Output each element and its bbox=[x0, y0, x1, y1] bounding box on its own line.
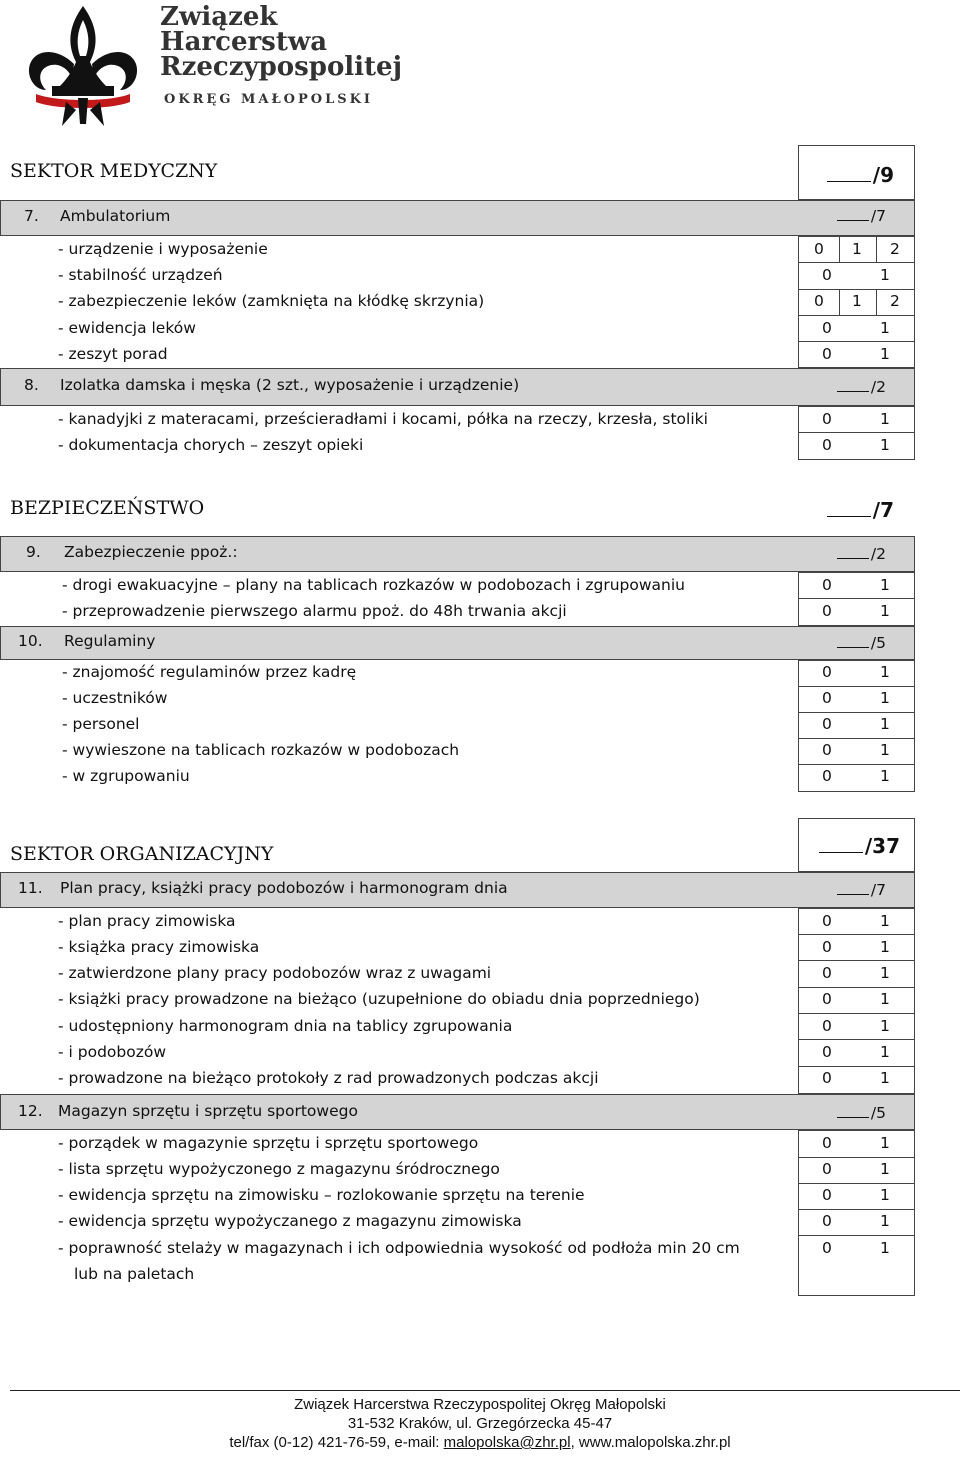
group-title-9: Zabezpieczenie ppoż.: bbox=[64, 543, 238, 561]
score-option[interactable]: 1 bbox=[880, 319, 890, 337]
list-item: - lista sprzętu wypożyczonego z magazynu śródrocznego bbox=[58, 1160, 500, 1178]
score-option[interactable]: 0 bbox=[822, 266, 832, 284]
score-option[interactable]: 0 bbox=[822, 1186, 832, 1204]
section-total-organizational: /37 bbox=[798, 834, 900, 858]
score-option[interactable]: 0 bbox=[822, 715, 832, 733]
score-option[interactable]: 1 bbox=[880, 1186, 890, 1204]
score-option[interactable]: 0 bbox=[814, 292, 824, 310]
section-total-safety: /7 bbox=[798, 498, 894, 522]
email-link[interactable]: malopolska@zhr.pl bbox=[443, 1434, 571, 1451]
score-option[interactable]: 1 bbox=[880, 715, 890, 733]
list-item: - kanadyjki z materacami, prześcieradłami i kocami, półka na rzeczy, krzesła, stoliki bbox=[58, 410, 708, 428]
section-title-safety: BEZPIECZEŃSTWO bbox=[10, 497, 205, 519]
list-item: - uczestników bbox=[62, 689, 168, 707]
score-option[interactable]: 1 bbox=[880, 912, 890, 930]
footer-line-2: 31-532 Kraków, ul. Grzegórzecka 45-47 bbox=[347, 1415, 613, 1432]
score-option[interactable]: 1 bbox=[880, 576, 890, 594]
list-item: - wywieszone na tablicach rozkazów w podobozach bbox=[62, 741, 460, 759]
list-item: - książki pracy prowadzone na bieżąco (uzupełnione do obiadu dnia poprzedniego) bbox=[58, 990, 700, 1008]
list-item: - ewidencja leków bbox=[58, 319, 196, 337]
list-item: lub na paletach bbox=[74, 1265, 195, 1283]
score-option[interactable]: 1 bbox=[880, 602, 890, 620]
score-option[interactable]: 1 bbox=[880, 689, 890, 707]
score-option[interactable]: 1 bbox=[880, 1069, 890, 1087]
list-item: - prowadzone na bieżąco protokoły z rad prowadzonych podczas akcji bbox=[58, 1069, 599, 1087]
score-option[interactable]: 0 bbox=[822, 576, 832, 594]
score-option[interactable]: 1 bbox=[880, 1212, 890, 1230]
group-total-7: /7 bbox=[798, 207, 886, 225]
score-option[interactable]: 1 bbox=[880, 663, 890, 681]
score-box-10 bbox=[798, 660, 915, 792]
score-option[interactable]: 1 bbox=[880, 1043, 890, 1061]
score-option[interactable]: 0 bbox=[822, 1069, 832, 1087]
list-item: - drogi ewakuacyjne – plany na tablicach rozkazów w podobozach i zgrupowaniu bbox=[62, 576, 685, 594]
list-item: - porządek w magazynie sprzętu i sprzętu sportowego bbox=[58, 1134, 479, 1152]
score-option[interactable]: 1 bbox=[852, 292, 862, 310]
district-name: OKRĘG MAŁOPOLSKI bbox=[164, 92, 374, 107]
score-option[interactable]: 0 bbox=[822, 602, 832, 620]
group-num-7: 7. bbox=[24, 207, 39, 225]
fleur-de-lis-icon bbox=[22, 2, 144, 128]
org-name-line2: Harcerstwa bbox=[160, 27, 328, 57]
score-option[interactable]: 1 bbox=[880, 938, 890, 956]
list-item: - w zgrupowaniu bbox=[62, 767, 190, 785]
group-num-12: 12. bbox=[18, 1102, 43, 1120]
score-option[interactable]: 1 bbox=[880, 741, 890, 759]
footer-divider bbox=[10, 1390, 960, 1391]
section-title-organizational: SEKTOR ORGANIZACYJNY bbox=[10, 843, 274, 865]
score-option[interactable]: 1 bbox=[880, 1017, 890, 1035]
score-option[interactable]: 0 bbox=[822, 1212, 832, 1230]
score-option[interactable]: 0 bbox=[822, 345, 832, 363]
list-item: - przeprowadzenie pierwszego alarmu ppoż. do 48h trwania akcji bbox=[62, 602, 567, 620]
score-box-9 bbox=[798, 572, 915, 626]
list-item: - ewidencja sprzętu na zimowisku – rozlokowanie sprzętu na terenie bbox=[58, 1186, 585, 1204]
list-item: - poprawność stelaży w magazynach i ich odpowiednia wysokość od podłoża min 20 cm bbox=[58, 1239, 740, 1257]
score-option[interactable]: 0 bbox=[822, 663, 832, 681]
list-item: - plan pracy zimowiska bbox=[58, 912, 236, 930]
score-option[interactable]: 0 bbox=[822, 1017, 832, 1035]
score-option[interactable]: 0 bbox=[822, 1134, 832, 1152]
group-title-10: Regulaminy bbox=[64, 632, 156, 650]
website-link[interactable]: www.malopolska.zhr.pl bbox=[578, 1434, 731, 1451]
list-item: - znajomość regulaminów przez kadrę bbox=[62, 663, 357, 681]
group-total-8: /2 bbox=[798, 378, 886, 396]
score-option[interactable]: 1 bbox=[880, 266, 890, 284]
score-box-8 bbox=[798, 406, 915, 460]
score-option[interactable]: 1 bbox=[880, 436, 890, 454]
list-item: - stabilność urządzeń bbox=[58, 266, 223, 284]
score-option[interactable]: 0 bbox=[822, 319, 832, 337]
footer-separator: , bbox=[570, 1434, 579, 1451]
org-name-line1: Związek bbox=[160, 2, 278, 32]
score-option[interactable]: 0 bbox=[822, 741, 832, 759]
group-num-10: 10. bbox=[18, 632, 43, 650]
logo bbox=[22, 2, 144, 128]
group-total-12: /5 bbox=[798, 1104, 886, 1122]
list-item: - udostępniony harmonogram dnia na tablicy zgrupowania bbox=[58, 1017, 513, 1035]
footer-contact: tel/fax (0-12) 421-76-59, e-mail: bbox=[229, 1434, 444, 1451]
list-item: - urządzenie i wyposażenie bbox=[58, 240, 268, 258]
group-title-8: Izolatka damska i męska (2 szt., wyposażenie i urządzenie) bbox=[60, 376, 520, 394]
list-item: - zabezpieczenie leków (zamknięta na kłódkę skrzynia) bbox=[58, 292, 485, 310]
score-option[interactable]: 0 bbox=[822, 912, 832, 930]
section-total-medical: /9 bbox=[798, 163, 894, 187]
score-option[interactable]: 1 bbox=[880, 410, 890, 428]
score-option[interactable]: 0 bbox=[822, 436, 832, 454]
score-option[interactable]: 0 bbox=[814, 240, 824, 258]
score-option[interactable]: 1 bbox=[880, 1160, 890, 1178]
group-num-9: 9. bbox=[26, 543, 41, 561]
score-option[interactable]: 0 bbox=[822, 1160, 832, 1178]
score-option[interactable]: 0 bbox=[822, 689, 832, 707]
score-option[interactable]: 0 bbox=[822, 938, 832, 956]
group-total-9: /2 bbox=[798, 545, 886, 563]
org-name-line3: Rzeczypospolitej bbox=[160, 52, 403, 82]
score-option[interactable]: 0 bbox=[822, 1043, 832, 1061]
score-option[interactable]: 0 bbox=[822, 410, 832, 428]
score-option[interactable]: 1 bbox=[880, 1134, 890, 1152]
score-box-12 bbox=[798, 1130, 915, 1296]
list-item: - dokumentacja chorych – zeszyt opieki bbox=[58, 436, 364, 454]
section-title-medical: SEKTOR MEDYCZNY bbox=[10, 160, 218, 182]
group-num-8: 8. bbox=[24, 376, 39, 394]
list-item: - zatwierdzone plany pracy podobozów wraz z uwagami bbox=[58, 964, 492, 982]
score-option[interactable]: 1 bbox=[880, 1239, 890, 1257]
score-option[interactable]: 1 bbox=[852, 240, 862, 258]
group-total-10: /5 bbox=[798, 634, 886, 652]
score-option[interactable]: 1 bbox=[880, 767, 890, 785]
list-item: - personel bbox=[62, 715, 140, 733]
score-option[interactable]: 0 bbox=[822, 964, 832, 982]
footer-line-1: Związek Harcerstwa Rzeczypospolitej Okręg Małopolski bbox=[294, 1396, 666, 1413]
group-title-7: Ambulatorium bbox=[60, 207, 171, 225]
score-option[interactable]: 1 bbox=[880, 990, 890, 1008]
score-option[interactable]: 1 bbox=[880, 345, 890, 363]
group-num-11: 11. bbox=[18, 879, 43, 897]
score-option[interactable]: 2 bbox=[890, 292, 900, 310]
score-option[interactable]: 1 bbox=[880, 964, 890, 982]
group-title-12: Magazyn sprzętu i sprzętu sportowego bbox=[58, 1102, 358, 1120]
list-item: - i podobozów bbox=[58, 1043, 167, 1061]
score-option[interactable]: 0 bbox=[822, 1239, 832, 1257]
footer-line-3 bbox=[0, 1434, 960, 1451]
score-option[interactable]: 0 bbox=[822, 767, 832, 785]
list-item: - ewidencja sprzętu wypożyczanego z magazynu zimowiska bbox=[58, 1212, 522, 1230]
score-option[interactable]: 2 bbox=[890, 240, 900, 258]
list-item: - zeszyt porad bbox=[58, 345, 168, 363]
score-option[interactable]: 0 bbox=[822, 990, 832, 1008]
group-title-11: Plan pracy, książki pracy podobozów i harmonogram dnia bbox=[60, 879, 508, 897]
list-item: - książka pracy zimowiska bbox=[58, 938, 260, 956]
group-total-11: /7 bbox=[798, 881, 886, 899]
